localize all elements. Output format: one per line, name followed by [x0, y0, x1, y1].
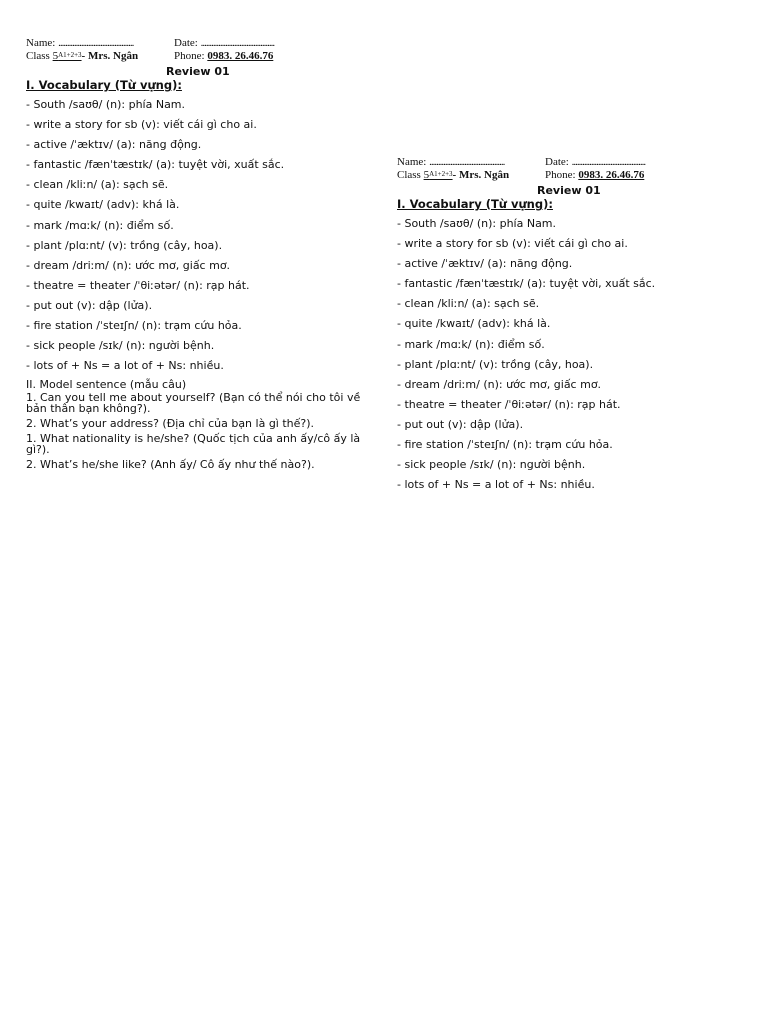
- vocab-item: - plant /plɑːnt/ (v): trồng (cây, hoa).: [397, 357, 594, 371]
- date-dots: ..........................................: [200, 37, 275, 49]
- vocab-item: - active /ˈæktɪv/ (a): năng động.: [397, 257, 573, 271]
- review-title: Review 01: [537, 184, 601, 197]
- class-prefix: Class: [26, 50, 50, 62]
- phone-label: Phone:: [545, 169, 576, 181]
- date-label: Date:: [174, 37, 198, 49]
- header-row-2: [26, 50, 366, 63]
- vocab-item: - theatre = theater /ˈθiːətər/ (n): rạp hát.: [26, 278, 250, 292]
- vocab-item: - dream /driːm/ (n): ước mơ, giấc mơ.: [397, 377, 602, 391]
- class-number: 5: [52, 50, 59, 62]
- model-sentence-list: [26, 392, 366, 470]
- name-dots: ...........................................: [58, 37, 134, 49]
- vocab-item: - clean /kliːn/ (a): sạch sẽ.: [397, 297, 540, 311]
- vocab-item: - sick people /sɪk/ (n): người bệnh.: [397, 458, 586, 472]
- teacher-name: - Mrs. Ngân: [81, 50, 139, 62]
- review-title: Review 01: [166, 65, 230, 78]
- class-number: 5: [423, 169, 430, 181]
- vocab-item: - write a story for sb (v): viết cái gì cho ai.: [397, 237, 628, 251]
- vocab-item: - dream /driːm/ (n): ước mơ, giấc mơ.: [26, 258, 231, 272]
- model-sentence: 1. Can you tell me about yourself? (Bạn có thể nói cho tôi về bản thân bạn không?).: [26, 391, 361, 416]
- class-superscript: A1+2+3: [429, 170, 453, 178]
- vocab-item: - mark /mɑːk/ (n): điểm số.: [397, 337, 545, 351]
- vocab-item: - clean /kliːn/ (a): sạch sẽ.: [26, 178, 169, 192]
- header-row-1: [26, 37, 366, 50]
- vocab-item: - fire station /ˈsteɪʃn/ (n): trạm cứu hỏa.: [26, 319, 242, 333]
- model-sentence: 2. What’s your address? (Địa chỉ của bạn là gì thế?).: [26, 417, 315, 431]
- vocab-item: - fantastic /fænˈtæstɪk/ (a): tuyệt vời, xuất sắc.: [26, 158, 285, 172]
- phone-number: 0983. 26.46.76: [578, 169, 645, 181]
- vocab-title: I. Vocabulary (Từ vựng):: [397, 197, 553, 211]
- name-label: Name:: [26, 37, 56, 49]
- model-sentence-title: II. Model sentence (mẫu câu): [26, 378, 187, 392]
- vocab-item: - lots of + Ns = a lot of + Ns: nhiều.: [26, 359, 224, 373]
- worksheet-copy-right: [397, 156, 737, 495]
- worksheet-copy-left: [26, 37, 366, 474]
- vocab-item: - theatre = theater /ˈθiːətər/ (n): rạp hát.: [397, 397, 621, 411]
- teacher-name: - Mrs. Ngân: [452, 169, 510, 181]
- vocab-item: - put out (v): dập (lửa).: [26, 298, 153, 312]
- header-row-1: [397, 156, 737, 169]
- class-prefix: Class: [397, 169, 421, 181]
- vocab-item: - put out (v): dập (lửa).: [397, 417, 524, 431]
- vocab-item: - sick people /sɪk/ (n): người bệnh.: [26, 339, 215, 353]
- vocab-item: - quite /kwaɪt/ (adv): khá là.: [397, 317, 551, 331]
- name-label: Name:: [397, 156, 427, 168]
- vocab-list: [26, 95, 366, 376]
- vocab-item: - fire station /ˈsteɪʃn/ (n): trạm cứu hỏa.: [397, 438, 613, 452]
- vocab-item: - quite /kwaɪt/ (adv): khá là.: [26, 198, 180, 212]
- vocab-item: - active /ˈæktɪv/ (a): năng động.: [26, 138, 202, 152]
- model-sentence: 2. What’s he/she like? (Anh ấy/ Cô ấy như thế nào?).: [26, 458, 315, 472]
- vocab-item: - plant /plɑːnt/ (v): trồng (cây, hoa).: [26, 238, 223, 252]
- class-superscript: A1+2+3: [58, 51, 82, 59]
- vocab-item: - South /saʊθ/ (n): phía Nam.: [397, 217, 557, 230]
- date-dots: ..........................................: [571, 156, 646, 168]
- vocab-item: - write a story for sb (v): viết cái gì cho ai.: [26, 118, 257, 132]
- header-row-2: [397, 169, 737, 182]
- date-label: Date:: [545, 156, 569, 168]
- vocab-item: - South /saʊθ/ (n): phía Nam.: [26, 98, 186, 111]
- vocab-list: [397, 214, 737, 495]
- model-sentence: 1. What nationality is he/she? (Quốc tịch của anh ấy/cô ấy là gì?).: [26, 432, 361, 457]
- vocab-item: - mark /mɑːk/ (n): điểm số.: [26, 218, 174, 232]
- vocab-item: - fantastic /fænˈtæstɪk/ (a): tuyệt vời, xuất sắc.: [397, 277, 656, 291]
- phone-label: Phone:: [174, 50, 205, 62]
- name-dots: ...........................................: [429, 156, 505, 168]
- vocab-title: I. Vocabulary (Từ vựng):: [26, 78, 182, 92]
- phone-number: 0983. 26.46.76: [207, 50, 274, 62]
- vocab-item: - lots of + Ns = a lot of + Ns: nhiều.: [397, 478, 595, 492]
